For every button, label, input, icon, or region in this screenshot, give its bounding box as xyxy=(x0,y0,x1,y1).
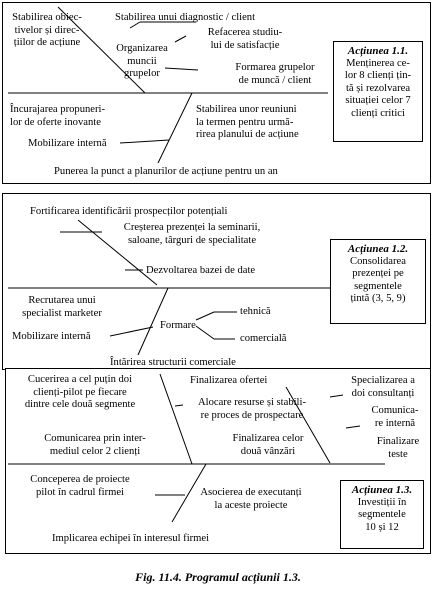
action-box-1-1 xyxy=(333,41,423,142)
action-line: lor 8 clienți țin- xyxy=(344,70,412,81)
training-technical: tehnică xyxy=(240,306,271,317)
cause-pilot-projects xyxy=(10,474,150,499)
cause-client-communication xyxy=(30,433,160,458)
cause-line: grupelor xyxy=(124,68,160,79)
cause-test-finalization xyxy=(368,436,428,461)
cause-internal-mobilization: Mobilizare internă xyxy=(12,331,91,342)
cause-prospect-identification: Fortificarea identificării prospecților potențiali xyxy=(30,206,228,217)
branch-line xyxy=(110,327,153,336)
cause-line: muncii xyxy=(127,55,157,67)
cause-line: la aceste proiecte xyxy=(214,499,288,511)
cause-line: Finalizare xyxy=(376,436,420,447)
action-line: prezenței pe xyxy=(352,268,404,279)
cause-resource-allocation xyxy=(182,397,322,422)
cause-innovative-offers xyxy=(10,104,105,129)
training-commercial: comercială xyxy=(240,333,287,344)
cause-objectives xyxy=(4,12,90,50)
action-line: țintă (3, 5, 9) xyxy=(350,293,406,304)
cause-line: Conceperea de proiecte xyxy=(30,474,130,485)
cause-line: Alocare resurse și stabili- xyxy=(198,397,306,408)
cause-line: Formarea grupelor xyxy=(235,62,315,73)
cause-line: dintre cele două segmente xyxy=(24,399,136,410)
cause-executant-association xyxy=(186,487,316,512)
action-box-1-2 xyxy=(330,239,426,324)
cause-line: două vânzări xyxy=(240,445,296,457)
cause-line: lor de oferte inovante xyxy=(10,116,101,128)
cause-line: teste xyxy=(388,448,408,460)
cause-line: pilot în cadrul firmei xyxy=(36,486,124,498)
cause-line: re internă xyxy=(374,417,416,429)
action-line: 10 și 12 xyxy=(365,521,399,533)
branch-line xyxy=(175,36,186,42)
cause-line: Comunica- xyxy=(371,405,419,416)
cause-meetings xyxy=(196,104,299,142)
branch-line xyxy=(158,93,192,163)
cause-line: doi consultanți xyxy=(351,387,415,399)
cause-training: Formare xyxy=(160,320,196,331)
cause-satisfaction-study xyxy=(196,27,294,52)
action-title: Acțiunea 1.3. xyxy=(351,484,413,496)
action-line: segmentele xyxy=(354,280,402,292)
cause-line: Stabilirea unor reuniuni xyxy=(196,104,297,115)
cause-line: rirea planului de acțiune xyxy=(196,129,299,140)
cause-line: Stabilirea obiec- xyxy=(12,12,82,23)
cause-line: lui de satisfacție xyxy=(210,39,280,51)
cause-consultant-specialization xyxy=(340,375,426,400)
cause-marketer-recruitment xyxy=(10,295,114,320)
cause-line: Creșterea prezenței la seminarii, xyxy=(123,222,261,233)
cause-line: Organizarea xyxy=(116,43,168,54)
cause-line: Finalizarea celor xyxy=(232,433,304,444)
cause-offer-finalization: Finalizarea ofertei xyxy=(190,375,268,386)
cause-line: Comunicarea prin inter- xyxy=(44,433,146,444)
action-line: tă și rezolvarea xyxy=(345,82,411,94)
cause-line: Specializarea a xyxy=(351,375,415,386)
cause-line: mediul celor 2 clienți xyxy=(49,445,141,457)
figure-caption: Fig. 11.4. Programul acțiunii 1.3. xyxy=(135,570,301,584)
cause-line: tivelor și direc- xyxy=(14,24,80,36)
cause-action-plans: Punerea la punct a planurilor de acțiune pentru un an xyxy=(54,166,278,177)
cause-pilot-clients xyxy=(8,374,152,412)
cause-line: de muncă / client xyxy=(238,74,312,86)
action-line: segmentele xyxy=(358,509,406,520)
cause-group-formation xyxy=(222,62,328,87)
branch-line xyxy=(196,326,214,339)
action-title: Acțiunea 1.1. xyxy=(347,45,409,57)
cause-diagnostic: Stabilirea unui diagnostic / client xyxy=(115,12,256,23)
action-title: Acțiunea 1.2. xyxy=(347,243,409,255)
branch-line xyxy=(120,140,169,143)
cause-sales-finalization xyxy=(218,433,318,458)
cause-line: Asocierea de executanți xyxy=(200,487,302,498)
cause-line: Încurajarea propuneri- xyxy=(10,104,105,115)
cause-internal-communication xyxy=(362,405,428,430)
cause-seminar-presence xyxy=(102,222,282,247)
cause-line: clienți-pilot pe fiecare xyxy=(33,386,127,398)
cause-database-development: Dezvoltarea bazei de date xyxy=(146,265,256,276)
cause-line: re proces de prospectare xyxy=(200,409,304,421)
branch-line xyxy=(196,312,214,320)
cause-line: Refacerea studiu- xyxy=(207,27,283,38)
action-line: Menținerea ce- xyxy=(346,57,410,69)
cause-line: Recrutarea unui xyxy=(28,295,96,306)
action-line: situației celor 7 xyxy=(345,95,411,106)
action-line: Investiții în xyxy=(357,496,407,508)
action-line: Consolidarea xyxy=(350,255,406,267)
cause-work-organization xyxy=(106,43,178,81)
cause-team-involvement: Implicarea echipei în interesul firmei xyxy=(52,533,210,544)
action-line: clienți critici xyxy=(351,107,405,119)
cause-line: saloane, târguri de specialitate xyxy=(127,234,257,246)
action-box-1-3 xyxy=(340,480,424,549)
cause-line: țiilor de acțiune xyxy=(13,37,81,48)
cause-line: specialist marketer xyxy=(22,307,102,319)
cause-commercial-structure: Întărirea structurii comerciale xyxy=(110,357,236,368)
branch-line xyxy=(346,426,360,428)
cause-line: la termen pentru urmă- xyxy=(196,116,294,128)
cause-line: Cucerirea a cel puțin doi xyxy=(27,374,133,385)
cause-internal-mobilization: Mobilizare internă xyxy=(28,138,107,149)
